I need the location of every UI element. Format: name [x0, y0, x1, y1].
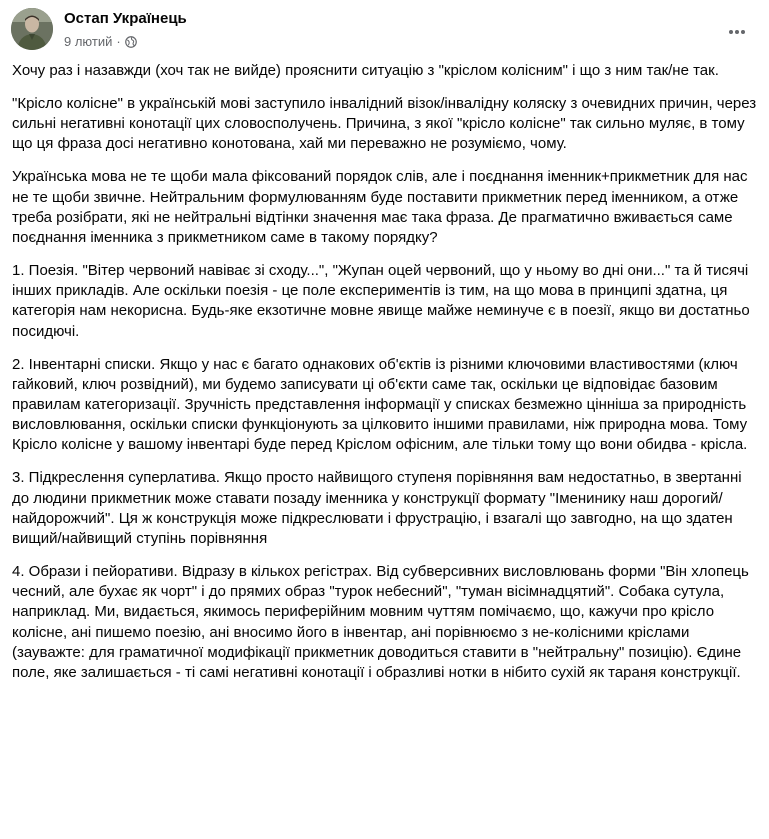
- more-horizontal-icon: [727, 22, 747, 42]
- post-paragraph: 4. Образи і пейоративи. Відразу в кількох регістрах. Від субверсивних висловлювань форми "Він хлопець чесний, але бухає як чорт" і до прямих образ "турок небесний", "туман вісімнадцятий". Собака сутула, наприклад. Ми, видається, якимось периферійним мовним чуттям помічаємо, що, кажучи про крісло колісне, ані пишемо поезію, ані вносимо його в інвентар, ані порівнюємо з не-колісними кріслами (зауважте: для граматичної модифікації прикметник доводиться ставити в "нейтральну" позицію). Єдине поле, яке залишається - ті самі негативні конотації і образливі нотки в нібито сухій як тараня конструкції.: [12, 563, 749, 682]
- avatar-image: [11, 8, 53, 50]
- post-paragraph: Хочу раз і назавжди (хоч так не вийде) прояснити ситуацію з "кріслом колісним" і що з ним так/не так.: [12, 62, 719, 79]
- post-header: [11, 8, 761, 56]
- post-paragraph: "Крісло колісне" в українській мові заступило інвалідний візок/інвалідну коляску з очевидних причин, через сильні негативні конотації цих словосполучень. Причина, з якої "крісло колісне" так сильно муляє, в тому що ця фраза досі негативно конотована, хай ми переважно не розуміємо, чому.: [12, 95, 757, 153]
- post-paragraph: 1. Поезія. "Вітер червоний навіває зі сходу...", "Жупан оцей червоний, що у ньому во дні они..." та й тисячі інших прикладів. Але оскільки поезія - це поле експериментів із тим, на що мова в принципі здатна, ця категорія нам некорисна. Будь-яке екзотичне мовне явище майже неминуче є в поезії, якщо ви достатньо посидючі.: [12, 262, 750, 340]
- post-paragraph: 2. Інвентарні списки. Якщо у нас є багато однакових об'єктів із різними ключовими властивостями (ключ гайковий, ключ розвідний), ми будемо записувати ці об'єкти саме так, оскільки це відповідає базовим правилам категоризації. Зручність представлення інформації у списках безмежно цінніша за природність висловлювання, оскільки списки функціонують за цілковито іншими правилами, ніж природна мова. Тому Крісло колісне у вашому інвентарі буде перед Кріслом офісним, але тільки тому що вони обидва - крісла.: [12, 355, 748, 454]
- globe-icon[interactable]: [125, 36, 137, 48]
- post-date[interactable]: 9 лютий: [64, 34, 113, 49]
- author-name[interactable]: Остап Українець: [64, 10, 187, 27]
- author-avatar[interactable]: [11, 8, 53, 50]
- post-paragraph: Українська мова не те щоби мала фіксований порядок слів, але і поєднання іменник+прикметник для нас не те щоби звичне. Нейтральним формулюванням буде поставити прикметник перед іменником, а отже треба розібрати, які не нейтральні відтінки значення має така фраза. Де прагматично вживається саме поєднання іменника з прикметником саме в такому порядку?: [12, 168, 748, 247]
- post-body: [12, 61, 762, 696]
- post-paragraph: 3. Підкреслення суперлатива. Якщо просто найвищого ступеня порівняння вам недостатньо, в звертанні до людини прикметник може ставати позаду іменника у конструкції формату "Іменинику наш дорогий/найдорожчий". Ця ж конструкція може підкреслювати і фрустрацію, і взагалі що завгодно, на що здатен вищий/найвищий ступінь порівняння: [12, 469, 742, 548]
- more-options-button[interactable]: [719, 14, 755, 50]
- post-meta: [64, 34, 137, 49]
- meta-separator: ·: [116, 34, 121, 49]
